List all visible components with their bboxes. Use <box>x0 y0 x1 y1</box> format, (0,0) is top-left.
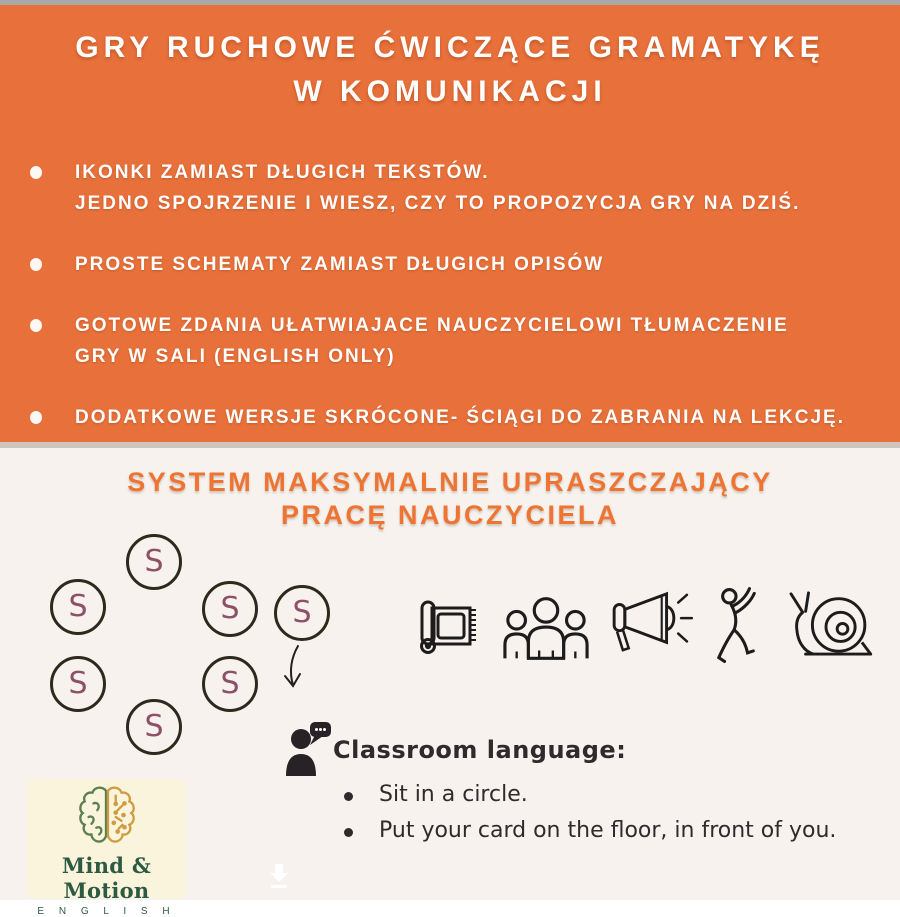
page-title-line2: W KOMUNIKACJI <box>293 75 607 108</box>
student-circle <box>50 579 106 635</box>
megaphone-icon <box>611 588 693 659</box>
snail-icon <box>780 589 872 662</box>
student-letter: S <box>220 666 240 701</box>
student-letter: S <box>144 709 164 744</box>
student-letter: S <box>144 544 164 579</box>
list-item <box>30 402 872 433</box>
student-letter: S <box>68 589 88 624</box>
bullet-line: PROSTE SCHEMATY ZAMIAST DŁUGICH OPISÓW <box>75 254 605 275</box>
classroom-phrase: Put your card on the floor, in front of you. <box>379 818 837 843</box>
section-heading-line1: SYSTEM MAKSYMALNIE UPRASZCZAJĄCY <box>127 467 773 497</box>
classroom-language-list <box>344 782 836 854</box>
student-letter: S <box>292 595 312 630</box>
curved-arrow-icon <box>281 644 307 695</box>
student-circle <box>202 656 258 712</box>
brand-name: Mind & Motion <box>61 853 152 903</box>
page-title <box>0 5 900 114</box>
download-button[interactable] <box>268 864 290 888</box>
student-circle <box>274 585 330 641</box>
student-circle <box>126 699 182 755</box>
bullet-dot-icon <box>30 411 42 424</box>
bullet-line: IKONKI ZAMIAST DŁUGICH TEKSTÓW. <box>75 162 490 183</box>
list-item <box>344 782 836 807</box>
section-heading-line2: PRACĘ NAUCZYCIELA <box>280 500 619 530</box>
mat-icon <box>418 595 480 664</box>
bullet-text <box>75 310 789 372</box>
student-circle <box>50 656 106 712</box>
bullet-line: DODATKOWE WERSJE SKRÓCONE- ŚCIĄGI DO ZABRANIA NA LEKCJĘ. <box>75 407 845 428</box>
student-letter: S <box>220 591 240 626</box>
bullet-dot-icon <box>30 258 42 271</box>
bullet-text <box>75 157 800 219</box>
list-item <box>30 310 872 372</box>
list-item <box>344 818 836 843</box>
banner-bottom-shadow <box>0 442 900 448</box>
student-circle <box>126 534 182 590</box>
speaking-person-icon <box>284 722 332 781</box>
brain-icon <box>27 784 186 855</box>
page-title-line1: GRY RUCHOWE ĆWICZĄCE GRAMATYKĘ <box>75 31 825 64</box>
student-circle <box>202 581 258 637</box>
stretching-person-icon <box>714 586 760 671</box>
section-heading <box>0 466 900 532</box>
list-item <box>30 249 872 280</box>
brand-logo <box>27 779 186 917</box>
banner-section <box>0 5 900 442</box>
bullet-dot-icon <box>344 792 353 801</box>
bullet-text <box>75 249 604 280</box>
student-letter: S <box>68 666 88 701</box>
bullet-line: GRY W SALI (ENGLISH ONLY) <box>75 346 396 367</box>
bullet-line: JEDNO SPOJRZENIE I WIESZ, CZY TO PROPOZYCJA GRY NA DZIŚ. <box>75 193 801 214</box>
bullet-text <box>75 402 845 433</box>
brand-subtitle: E N G L I S H <box>37 906 176 917</box>
bullet-line: GOTOWE ZDANIA UŁATWIAJACE NAUCZYCIELOWI TŁUMACZENIE <box>75 315 789 336</box>
group-of-students-icon <box>502 597 590 666</box>
feature-bullet-list <box>0 157 900 433</box>
classroom-language-label: Classroom language: <box>333 736 627 764</box>
classroom-phrase: Sit in a circle. <box>379 782 528 807</box>
list-item <box>30 157 872 219</box>
bullet-dot-icon <box>30 166 42 179</box>
bullet-dot-icon <box>30 319 42 332</box>
bullet-dot-icon <box>344 828 353 837</box>
